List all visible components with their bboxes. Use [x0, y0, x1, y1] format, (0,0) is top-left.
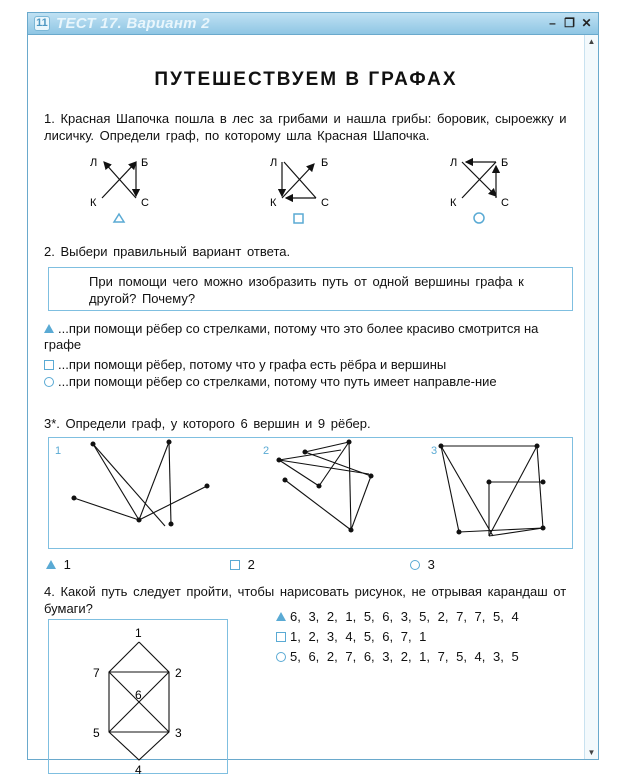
window-title: ТЕСТ 17. Вариант 2	[56, 15, 210, 32]
minimize-button[interactable]: –	[549, 16, 556, 30]
square-icon[interactable]	[276, 632, 286, 642]
q2-option-2[interactable]: ...при помощи рёбер, потому что у графа есть рёбра и вершины	[44, 357, 568, 373]
q3-option-1[interactable]: 1	[46, 557, 71, 573]
q4-figure	[49, 620, 225, 775]
circle-icon[interactable]	[474, 213, 484, 223]
q3-option-2[interactable]: 2	[230, 557, 255, 573]
vertex-label: 6	[135, 688, 142, 702]
scroll-down-icon[interactable]: ▼	[587, 748, 596, 757]
q4-option-2[interactable]: 1, 2, 3, 4, 5, 6, 7, 1	[276, 629, 426, 645]
square-icon[interactable]	[294, 214, 303, 223]
circle-icon[interactable]	[276, 652, 286, 662]
vertex-label: Л	[90, 157, 98, 169]
question-3-box	[48, 437, 573, 549]
q3-graph-1	[55, 440, 209, 526]
vertex-label: 4	[135, 763, 142, 775]
test-content	[28, 35, 584, 775]
vertex-label: К	[270, 197, 277, 209]
question-4-text: 4. Какой путь следует пройти, чтобы нарисовать рисунок, не отрывая карандаш от бумаги?	[44, 584, 567, 616]
vertex-label: 1	[135, 626, 142, 640]
vertex-label: К	[90, 197, 97, 209]
q1-graph-b	[270, 157, 329, 223]
scrollbar[interactable]	[584, 35, 598, 759]
q1-graphs	[78, 148, 548, 228]
question-2-box	[48, 267, 573, 311]
scroll-up-icon[interactable]: ▲	[587, 37, 596, 46]
restore-button[interactable]: ❐	[564, 16, 575, 30]
test-window	[27, 12, 599, 775]
q3-option-3[interactable]: 3	[410, 557, 435, 573]
title-bar	[28, 13, 598, 35]
triangle-icon[interactable]	[114, 214, 124, 222]
close-button[interactable]: ✕	[581, 16, 592, 30]
q2-option-1[interactable]: ...при помощи рёбер со стрелками, потому что это более красиво смотрится на графе	[44, 321, 539, 352]
vertex-label: 3	[175, 726, 182, 740]
q4-option-3[interactable]: 5, 6, 2, 7, 6, 3, 2, 1, 7, 5, 4, 3, 5	[276, 649, 519, 665]
triangle-icon[interactable]	[46, 560, 56, 569]
vertex-label: Б	[321, 157, 329, 169]
vertex-label: 2	[175, 666, 182, 680]
q3-graph-3	[431, 444, 545, 536]
square-icon[interactable]	[44, 360, 54, 370]
svg-text:1: 1	[55, 445, 62, 457]
vertex-label: Л	[450, 157, 458, 169]
vertex-label: Л	[270, 157, 278, 169]
square-icon[interactable]	[230, 560, 240, 570]
vertex-label: Б	[141, 157, 149, 169]
q3-graph-2	[263, 440, 373, 532]
vertex-label: 5	[93, 726, 100, 740]
question-2-text: 2. Выбери правильный вариант ответа.	[44, 244, 291, 259]
vertex-label: С	[501, 197, 509, 209]
question-4-box	[48, 619, 228, 774]
q1-graph-a	[90, 157, 149, 222]
vertex-label: Б	[501, 157, 509, 169]
triangle-icon[interactable]	[276, 612, 286, 621]
vertex-label: 7	[93, 666, 100, 680]
q3-graphs	[49, 438, 571, 546]
q2-option-3[interactable]: ...при помощи рёбер со стрелками, потому что путь имеет направле-ние	[44, 374, 568, 390]
vertex-label: К	[450, 197, 457, 209]
question-1-text: 1. Красная Шапочка пошла в лес за грибами и нашла грибы: боровик, сыроежку и лисичку. Определи граф, по которому шла Красная Шапочка.	[44, 111, 567, 143]
svg-text:3: 3	[431, 445, 438, 457]
circle-icon[interactable]	[44, 377, 54, 387]
test-number-badge: 11	[34, 16, 50, 31]
circle-icon[interactable]	[410, 560, 420, 570]
vertex-label: С	[321, 197, 329, 209]
q1-graph-c	[450, 157, 509, 223]
question-2-prompt: При помощи чего можно изобразить путь от одной вершины графа к другой? Почему?	[89, 274, 524, 306]
triangle-icon[interactable]	[44, 324, 54, 333]
svg-text:2: 2	[263, 445, 270, 457]
question-3-text: 3*. Определи граф, у которого 6 вершин и 9 рёбер.	[44, 416, 371, 431]
page-title: ПУТЕШЕСТВУЕМ В ГРАФАХ	[154, 69, 458, 90]
vertex-label: С	[141, 197, 149, 209]
q4-option-1[interactable]: 6, 3, 2, 1, 5, 6, 3, 5, 2, 7, 7, 5, 4	[276, 609, 519, 625]
